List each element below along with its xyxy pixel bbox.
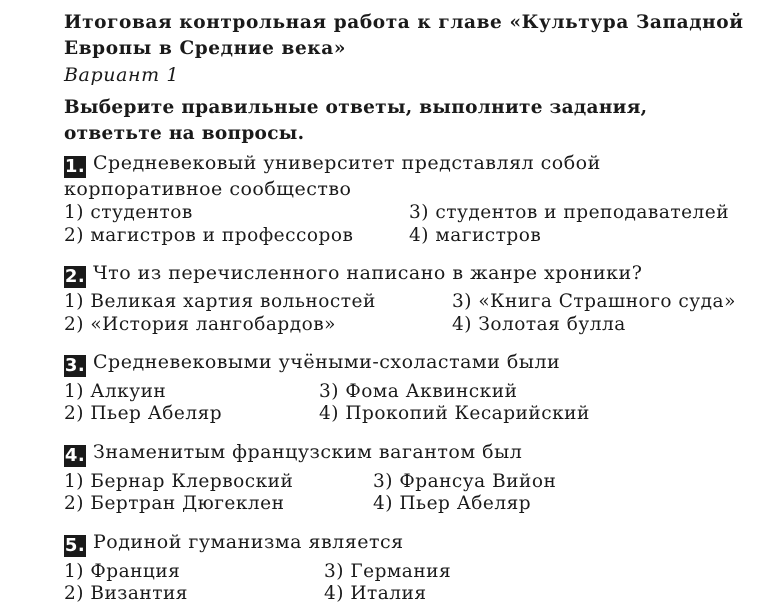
answer-option: 4) магистров [409,225,542,246]
answer-option: 2) Пьер Абеляр [64,403,223,424]
answer-option: 2) Византия [64,583,188,604]
answer-option: 2) «История лангобардов» [64,314,336,335]
question-1 [64,152,754,200]
question-3 [64,351,754,377]
question-text: Что из перечисленного написано в жанре хроники? [93,262,643,284]
question-text: Средневековый университет представлял собой корпоративное сообщество [64,152,601,200]
answer-option: 1) студентов [64,202,193,223]
answer-option: 2) магистров и профессоров [64,225,354,246]
question-text: Средневековыми учёными-схоластами были [93,351,561,373]
question-number-badge: 2. [64,266,86,287]
answer-option: 1) Алкуин [64,381,167,402]
answer-option: 4) Италия [324,583,427,604]
answer-option: 3) Фома Аквинский [319,381,518,402]
answer-option: 3) Франсуа Вийон [373,471,557,492]
question-text: Знаменитым французским вагантом был [93,441,523,463]
answer-option: 3) студентов и преподавателей [409,202,730,223]
answer-option: 3) Германия [324,561,452,582]
answer-option: 1) Великая хартия вольностей [64,291,376,312]
question-2 [64,262,754,288]
instructions: Выберите правильные ответы, выполните задания, ответьте на вопросы. [64,97,648,144]
question-number-badge: 1. [64,156,86,177]
test-title: Итоговая контрольная работа к главе «Культура Западной Европы в Средние века» [64,12,744,59]
question-text: Родиной гуманизма является [93,531,404,553]
question-5 [64,531,754,557]
question-number-badge: 3. [64,355,86,376]
variant-label: Вариант 1 [64,64,180,86]
answer-option: 4) Пьер Абеляр [373,493,532,514]
question-number-badge: 4. [64,445,86,466]
question-number-badge: 5. [64,535,86,556]
answer-option: 1) Франция [64,561,181,582]
question-4 [64,441,754,467]
answer-option: 2) Бертран Дюгеклен [64,493,285,514]
answer-option: 3) «Книга Страшного суда» [452,291,736,312]
answer-option: 4) Прокопий Кесарийский [319,403,590,424]
answer-option: 1) Бернар Клервоский [64,471,294,492]
answer-option: 4) Золотая булла [452,314,626,335]
